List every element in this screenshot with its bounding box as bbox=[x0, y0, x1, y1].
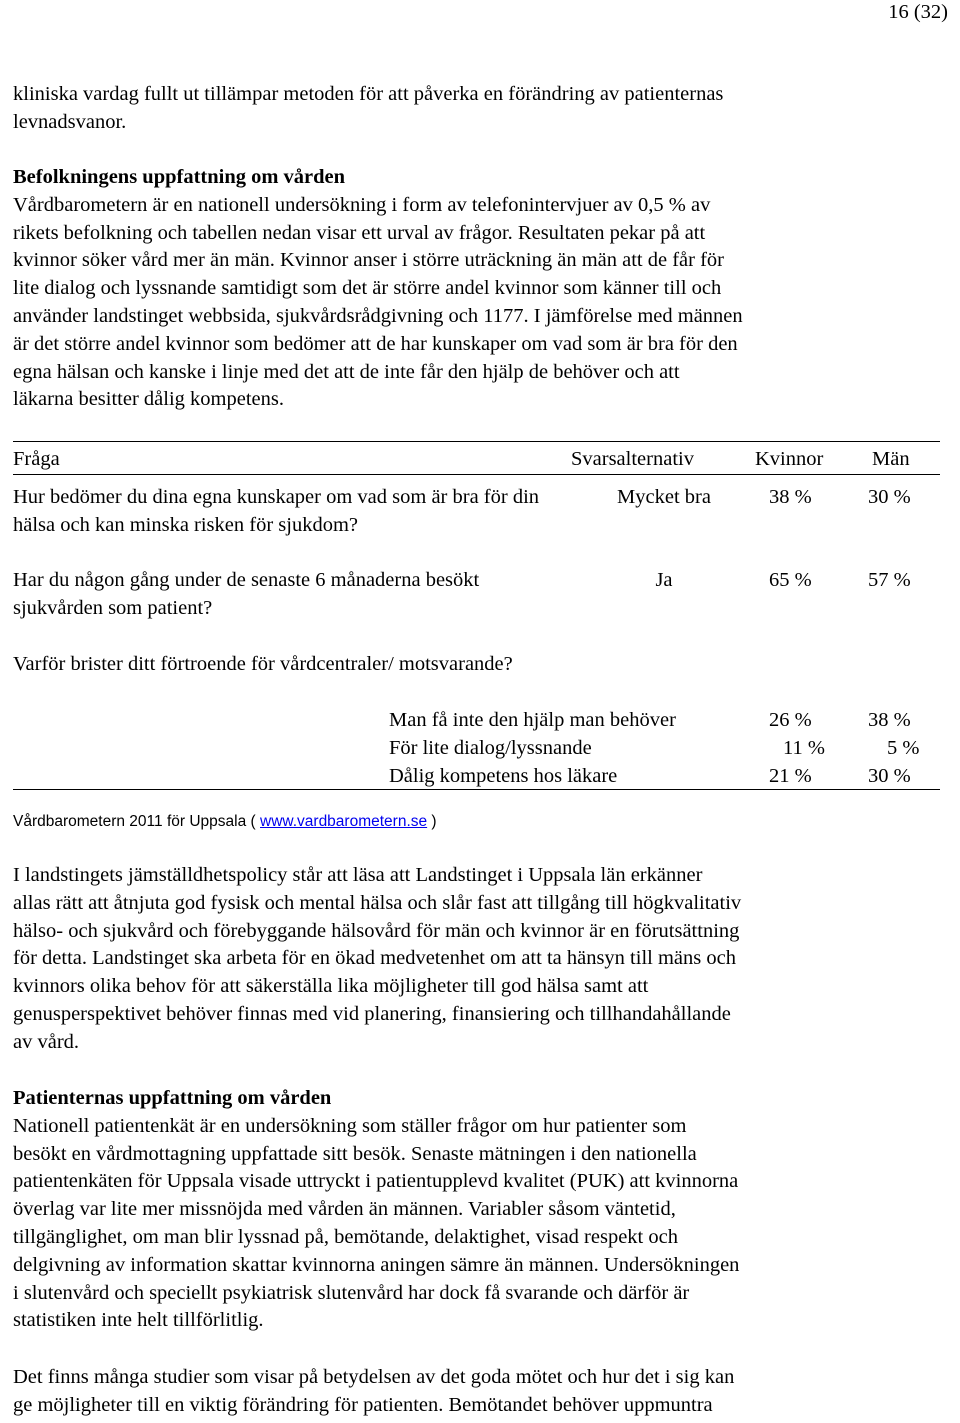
source-link[interactable]: www.vardbarometern.se bbox=[260, 813, 428, 830]
text-line: ge möjligheter till en viktig förändring för patienten. Bemötandet behöver uppmuntra bbox=[13, 1393, 713, 1416]
text-line: Vårdbarometern är en nationell undersökning i form av telefonintervjuer av 0,5 % av bbox=[13, 193, 711, 216]
text-line: I landstingets jämställdhetspolicy står att läsa att Landstinget i Uppsala län erkänner bbox=[13, 864, 703, 886]
subrow-men: 30 % bbox=[868, 765, 911, 787]
equality-policy-paragraph bbox=[13, 862, 948, 1057]
text-line: för detta. Landstinget ska arbeta för en ökad medvetenhet om att ta hänsyn till mäns och bbox=[13, 947, 736, 970]
text-line: genusperspektivet behöver finnas med vid planering, finansiering och tillhandahållande bbox=[13, 1002, 731, 1025]
subrow-answer: Man få inte den hjälp man behöver bbox=[389, 709, 676, 731]
text-line: är det större andel kvinnor som bedömer att de har kunskaper om vad som är bra för den bbox=[13, 332, 738, 355]
row-answer: Ja bbox=[655, 569, 673, 591]
intro-paragraph bbox=[13, 81, 948, 137]
text-line: tillgänglighet, om man blir lyssnad på, bemötande, delaktighet, visad respekt och bbox=[13, 1225, 678, 1248]
row-men: 57 % bbox=[868, 569, 911, 591]
header-answer: Svarsalternativ bbox=[571, 448, 694, 470]
subrow-men: 38 % bbox=[868, 709, 911, 731]
section-heading: Befolkningens uppfattning om vården bbox=[13, 166, 346, 188]
text-line: allas rätt att åtnjuta god fysisk och mental hälsa och slår fast att tillgång till högkvalitativ bbox=[13, 891, 742, 914]
subrow-women: 11 % bbox=[783, 737, 825, 759]
page-number: 16 (32) bbox=[888, 1, 948, 23]
subrow-answer: Dålig kompetens hos läkare bbox=[389, 765, 618, 787]
text-line: hälso- och sjukvård och förebyggande hälsovård för män och kvinnor är en förutsättning bbox=[13, 919, 740, 942]
table-row bbox=[13, 559, 940, 643]
text-line: i slutenvård och speciellt psykiatrisk slutenvård har dock få svarande och därför är bbox=[13, 1281, 690, 1304]
text-line: använder landstinget webbsida, sjukvårdsrådgivning och 1177. I jämförelse med männen bbox=[13, 304, 743, 327]
subrow-answer: För lite dialog/lyssnande bbox=[389, 737, 592, 759]
row-answer: Mycket bra bbox=[617, 486, 711, 508]
table-row bbox=[13, 475, 940, 559]
table-header-row bbox=[13, 444, 940, 474]
source-prefix: Vårdbarometern 2011 för Uppsala ( bbox=[13, 813, 260, 830]
subrow-women: 21 % bbox=[769, 765, 812, 787]
table-subrow bbox=[13, 699, 940, 731]
text-line: lite dialog och lyssnande samtidigt som det är större andel kvinnor som känner till och bbox=[13, 277, 722, 300]
text-line: kvinnors olika behov för att säkerställa lika möjligheter till god hälsa samt att bbox=[13, 975, 649, 998]
row-question: Har du någon gång under de senaste 6 månaderna besökt sjukvården som patient? bbox=[13, 569, 480, 619]
section-population-view bbox=[13, 164, 948, 414]
table-top-rule bbox=[13, 441, 940, 442]
table-group-question bbox=[13, 643, 940, 699]
text-line: delgivning av information skattar kvinnorna aningen sämre än männen. Undersökningen bbox=[13, 1253, 740, 1276]
text-line: av vård. bbox=[13, 1030, 80, 1053]
text-line: rikets befolkning och tabellen nedan visar ett urval av frågor. Resultaten pekar på att bbox=[13, 221, 706, 244]
closing-paragraph bbox=[13, 1364, 948, 1420]
table-subrow bbox=[13, 755, 940, 789]
row-women: 38 % bbox=[769, 486, 812, 508]
text-line: egna hälsan och kanske i linje med det att de inte får den hjälp de behöver och att bbox=[13, 360, 680, 383]
header-women: Kvinnor bbox=[755, 448, 824, 470]
survey-table bbox=[13, 441, 940, 790]
text-line: Det finns många studier som visar på betydelsen av det goda mötet och hur det i sig kan bbox=[13, 1366, 735, 1388]
header-question: Fråga bbox=[13, 448, 60, 470]
text-line: patientenkäten för Uppsala visade uttryckt i patientupplevd kvalitet (PUK) att kvinnorna bbox=[13, 1170, 739, 1193]
text-line: läkarna besitter dålig kompetens. bbox=[13, 388, 284, 411]
row-women: 65 % bbox=[769, 569, 812, 591]
text-line: kvinnor söker vård mer än män. Kvinnor anser i större uträckning än män att de får för bbox=[13, 249, 724, 272]
row-men: 30 % bbox=[868, 486, 911, 508]
source-note bbox=[13, 812, 948, 832]
text-line: statistiken inte helt tillförlitlig. bbox=[13, 1309, 264, 1332]
source-suffix: ) bbox=[427, 813, 437, 830]
text-line: levnadsvanor. bbox=[13, 110, 127, 133]
subrow-women: 26 % bbox=[769, 709, 812, 731]
table-subrow bbox=[13, 727, 940, 759]
text-line: kliniska vardag fullt ut tillämpar metoden för att påverka en förändring av patienternas bbox=[13, 83, 724, 105]
text-line: Nationell patientenkät är en undersökning som ställer frågor om hur patienter som bbox=[13, 1114, 687, 1137]
group-question: Varför brister ditt förtroende för vårdcentraler/ motsvarande? bbox=[13, 653, 513, 675]
header-men: Män bbox=[872, 448, 910, 470]
text-line: överlag var lite mer missnöjda med vården än männen. Variabler såsom väntetid, bbox=[13, 1198, 676, 1221]
subrow-men: 5 % bbox=[887, 737, 920, 759]
row-question: Hur bedömer du dina egna kunskaper om vad som är bra för din hälsa och kan minska risken för sjukdom? bbox=[13, 486, 540, 536]
text-line: besökt en vårdmottagning uppfattade sitt besök. Senaste mätningen i den nationella bbox=[13, 1142, 697, 1165]
section-heading: Patienternas uppfattning om vården bbox=[13, 1087, 332, 1109]
section-patient-view bbox=[13, 1085, 948, 1335]
